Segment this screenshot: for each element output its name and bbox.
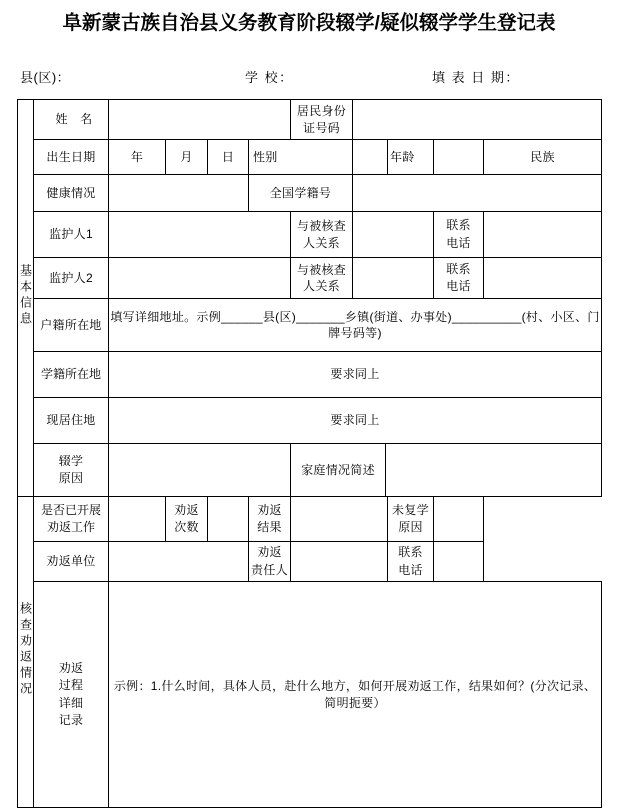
current-address-label: 现居住地 [34, 398, 109, 444]
return-result-label-line2: 结果 [257, 520, 282, 534]
guardian2-relation-label: 与被核查人关系 [291, 258, 353, 299]
guardian1-relation-cell[interactable] [353, 212, 434, 258]
table-row [18, 542, 602, 582]
not-returned-reason-cell[interactable] [434, 497, 484, 542]
table-row [18, 140, 602, 175]
dropout-reason-input-cell[interactable] [109, 444, 291, 497]
return-process-record-label-line4: 记录 [58, 712, 84, 727]
guardian2-phone-label [434, 258, 484, 299]
name-label: 姓 名 [34, 100, 109, 140]
return-process-record-label-line1: 劝返 [58, 660, 84, 675]
guardian2-phone-label-line2: 电话 [446, 279, 471, 293]
health-label: 健康情况 [34, 175, 109, 212]
return-result-label-line1: 劝返 [257, 502, 282, 517]
guardian1-phone-label-line2: 电话 [446, 235, 471, 250]
has-started-return-work-label-line1: 是否已开展 [40, 502, 101, 517]
birth-day-cell[interactable]: 日 [208, 140, 249, 175]
has-started-return-work-cell[interactable] [109, 497, 166, 542]
return-result-cell[interactable] [291, 497, 388, 542]
county-label: 县(区)： [20, 70, 71, 85]
return-process-record-label [34, 582, 109, 808]
birth-date-label: 出生日期 [34, 140, 109, 175]
table-row [18, 100, 602, 140]
return-result-label [249, 497, 291, 542]
table-row [18, 444, 602, 497]
family-situation-input-cell[interactable] [386, 444, 602, 497]
guardian2-label: 监护人2 [34, 258, 109, 299]
age-label: 年龄 [388, 140, 434, 175]
return-contact-phone-cell[interactable] [434, 542, 484, 582]
dropout-reason-label-line2: 原因 [58, 471, 84, 485]
guardian1-phone-label [434, 212, 484, 258]
return-contact-phone-label [388, 542, 434, 582]
return-times-label [166, 497, 208, 542]
household-address-label: 户籍所在地 [34, 299, 109, 352]
return-times-cell[interactable] [208, 497, 249, 542]
not-returned-reason-label-line1: 未复学 [392, 502, 429, 517]
id-number-input-cell[interactable] [353, 100, 602, 140]
health-input-cell[interactable] [109, 175, 249, 212]
guardian2-name-cell[interactable] [109, 258, 291, 299]
return-responsible-person-label-line2: 责任人 [251, 562, 288, 577]
basic-info-group-label [18, 100, 34, 497]
student-status-address-hint-cell[interactable]: 要求同上 [109, 352, 602, 398]
not-returned-reason-label [388, 497, 434, 542]
table-row [18, 352, 602, 398]
table-row [18, 212, 602, 258]
not-returned-reason-label-line2: 原因 [398, 520, 423, 534]
return-check-group-label-text: 核查劝返情况 [18, 601, 33, 698]
guardian2-phone-cell[interactable] [484, 258, 602, 299]
return-contact-phone-label-line2: 电话 [398, 562, 423, 577]
basic-info-group-label-text: 基本信息 [18, 263, 33, 328]
dropout-reason-label [34, 444, 109, 497]
header-fields [0, 67, 618, 91]
return-process-record-label-line3: 详细 [58, 695, 84, 710]
return-contact-phone-label-line1: 联系 [398, 545, 423, 560]
table-row [18, 497, 602, 542]
ethnicity-label: 民族 [484, 140, 602, 175]
school-label: 学 校： [245, 70, 294, 85]
guardian2-phone-label-line1: 联系 [446, 261, 471, 276]
table-row [18, 175, 602, 212]
return-responsible-person-label-line1: 劝返 [257, 545, 282, 560]
has-started-return-work-label [34, 497, 109, 542]
gender-input-cell[interactable] [353, 140, 388, 175]
table-row [18, 582, 602, 808]
current-address-hint-cell[interactable]: 要求同上 [109, 398, 602, 444]
name-input-cell[interactable] [109, 100, 291, 140]
return-process-record-hint-cell[interactable]: 示例：1.什么时间，具体人员，赴什么地方，如何开展劝返工作，结果如何？(分次记录、简明扼要） [109, 582, 602, 808]
guardian1-label: 监护人1 [34, 212, 109, 258]
id-number-label: 居民身份证号码 [291, 100, 353, 140]
has-started-return-work-label-line2: 劝返工作 [46, 520, 95, 534]
return-process-record-label-line2: 过程 [58, 678, 84, 693]
national-student-id-input-cell[interactable] [353, 175, 602, 212]
return-unit-label: 劝返单位 [34, 542, 109, 582]
student-status-address-label: 学籍所在地 [34, 352, 109, 398]
dropout-reason-label-line1: 辍学 [58, 453, 84, 468]
family-situation-label: 家庭情况简述 [291, 444, 386, 497]
fill-date-label: 填 表 日 期： [432, 70, 520, 85]
national-student-id-label: 全国学籍号 [249, 175, 353, 212]
page-title: 阜新蒙古族自治县义务教育阶段辍学/疑似辍学学生登记表 [62, 12, 556, 34]
student-dropout-registration-table [17, 99, 602, 808]
age-input-cell[interactable] [434, 140, 484, 175]
birth-year-cell[interactable]: 年 [109, 140, 166, 175]
gender-label: 性别 [249, 140, 353, 175]
table-row [18, 398, 602, 444]
return-check-group-label [18, 497, 34, 808]
birth-month-cell[interactable]: 月 [166, 140, 208, 175]
return-times-label-line2: 次数 [174, 520, 199, 534]
guardian1-relation-label: 与被核查人关系 [291, 212, 353, 258]
return-times-label-line1: 劝返 [174, 502, 199, 517]
guardian1-phone-cell[interactable] [484, 212, 602, 258]
return-unit-cell[interactable] [109, 542, 249, 582]
return-responsible-person-cell[interactable] [291, 542, 388, 582]
table-row [18, 258, 602, 299]
guardian2-relation-cell[interactable] [353, 258, 434, 299]
guardian1-name-cell[interactable] [109, 212, 291, 258]
household-address-hint-cell[interactable]: 填写详细地址。示例______县(区)_______乡镇(街道、办事处)__________(村、小区、门牌号码等) [109, 299, 602, 352]
guardian1-phone-label-line1: 联系 [446, 218, 471, 233]
return-responsible-person-label [249, 542, 291, 582]
table-row [18, 299, 602, 352]
